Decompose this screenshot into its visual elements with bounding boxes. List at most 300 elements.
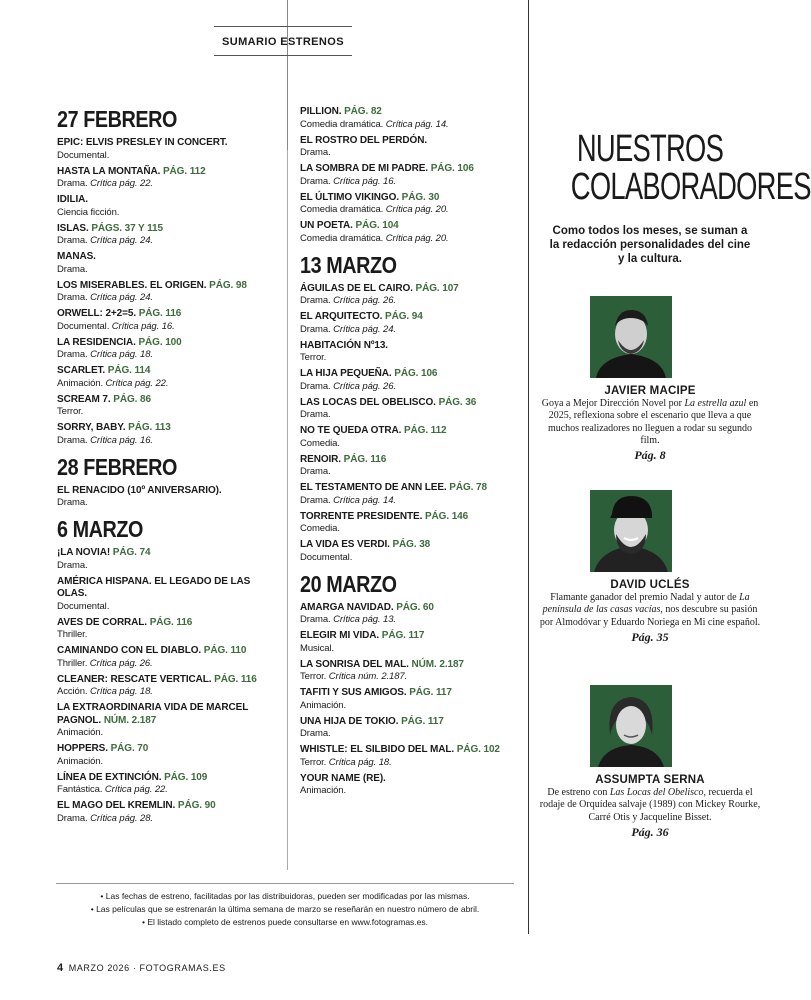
film-entry [300, 687, 522, 712]
release-date-heading: 20 MARZO [300, 570, 397, 597]
film-title-line [57, 702, 282, 727]
film-entry [300, 773, 522, 798]
film-entry [300, 397, 522, 422]
film-title: HABITACIÓN Nº13. [300, 339, 388, 351]
film-title: LOS MISERABLES. EL ORIGEN. [57, 279, 207, 291]
film-genre-line [300, 523, 522, 535]
film-genre-line [300, 757, 522, 769]
film-entry [57, 365, 282, 390]
film-page-ref[interactable]: PÁG. 86 [113, 393, 151, 405]
footnote: • Las películas que se estrenarán la última semana de marzo se reseñarán en nuestro número de abril. [90, 904, 480, 914]
film-page-ref[interactable]: PÁG. 36 [438, 396, 477, 408]
film-title-line [57, 137, 282, 150]
film-review-ref[interactable]: Crítica pág. 16. [333, 175, 396, 187]
column-divider [287, 150, 288, 870]
releases-column-middle [300, 106, 522, 801]
film-title: ¡LA NOVIA! [57, 547, 111, 558]
film-title: HOPPERS. [57, 743, 108, 754]
film-page-ref[interactable]: PÁG. 112 [162, 165, 206, 177]
film-entry [300, 163, 522, 188]
film-title: WHISTLE: EL SILBIDO DEL MAL. [300, 744, 455, 755]
film-page-ref[interactable]: PÁG. 110 [203, 645, 247, 656]
film-page-ref[interactable]: PÁG. 94 [385, 311, 423, 322]
film-title-line [300, 744, 522, 757]
film-entry [300, 482, 522, 507]
footnote: • El listado completo de estrenos puede consultarse en www.fotogramas.es. [142, 917, 428, 927]
film-title-line [57, 772, 282, 785]
collaborator-bio [538, 787, 762, 824]
film-page-ref[interactable]: PÁG. 146 [424, 510, 469, 522]
film-review-ref[interactable]: Crítica pág. 20. [385, 232, 449, 244]
film-genre-line [57, 813, 282, 825]
film-genre-line [57, 497, 282, 509]
film-page-ref[interactable]: PÁG. 102 [456, 744, 500, 755]
film-title-line [57, 743, 282, 756]
film-entry [300, 368, 522, 393]
film-genre-line [57, 235, 282, 247]
film-title-line [57, 251, 282, 264]
film-genre-line [300, 495, 522, 507]
film-genre-line [57, 264, 282, 276]
film-page-ref[interactable]: PÁG. 116 [343, 453, 387, 465]
film-genre-line [300, 381, 522, 393]
film-genre-line [300, 614, 522, 626]
collaborator-bio [538, 592, 762, 629]
film-entry [57, 576, 282, 613]
footnotes [56, 883, 514, 929]
film-title: LA EXTRAORDINARIA VIDA DE MARCEL PAGNOL. [57, 702, 249, 726]
film-genre-line [300, 785, 522, 797]
releases-column-left [57, 105, 282, 829]
film-entry [57, 137, 282, 162]
film-title-line [57, 166, 282, 179]
collaborator-name: JAVIER MACIPE [604, 385, 696, 397]
collaborator-page-ref[interactable]: Pág. 35 [631, 629, 669, 644]
film-title-line [300, 687, 522, 700]
film-entry [300, 135, 522, 160]
film-genre-line [57, 560, 282, 572]
film-genre: Animación. [57, 755, 103, 767]
film-title: LA SONRISA DEL MAL. [300, 658, 409, 670]
film-review-ref[interactable]: Crítica pág. 24. [333, 323, 396, 335]
film-title: CAMINANDO CON EL DIABLO. [57, 645, 202, 656]
film-genre-line [57, 756, 282, 768]
film-review-ref[interactable]: Crítica pág. 14. [385, 118, 449, 130]
portrait-figure-icon [590, 685, 672, 767]
film-entry [57, 280, 282, 305]
film-genre: Thriller. [57, 657, 88, 669]
film-title: SCREAM 7. [57, 393, 111, 405]
film-entry [300, 659, 522, 684]
film-genre-line [57, 686, 282, 698]
film-review-ref[interactable]: Crítica pág. 26. [333, 295, 396, 306]
film-page-ref[interactable]: PÁGS. 37 Y 115 [91, 222, 163, 234]
film-title: LÍNEA DE EXTINCIÓN. [57, 771, 162, 783]
film-page-ref[interactable]: PÁG. 106 [394, 368, 438, 379]
film-entry [57, 308, 282, 333]
film-genre: Drama. [300, 494, 331, 506]
film-title: LAS LOCAS DEL OBELISCO. [300, 396, 436, 408]
portrait-figure-icon [590, 490, 672, 572]
film-review-ref[interactable]: Crítica pág. 22. [104, 784, 168, 795]
film-title: EL ROSTRO DEL PERDÓN. [300, 134, 427, 146]
bio-text: Goya a Mejor Dirección Novel por [541, 398, 685, 409]
film-genre: Animación. [57, 727, 103, 738]
film-title-line [300, 106, 522, 119]
film-genre-line [300, 352, 522, 364]
film-genre: Animación. [300, 699, 346, 711]
film-review-ref[interactable]: Crítica pág. 13. [333, 614, 396, 625]
film-genre-line [300, 728, 522, 740]
film-genre-line [300, 295, 522, 307]
collaborators-intro: Como todos los meses, se suman a la redacción personalidades del cine y la cultura. [549, 225, 751, 265]
film-title: LA SOMBRA DE MI PADRE. [300, 163, 428, 174]
film-genre: Drama. [300, 147, 331, 158]
film-title-line [57, 223, 282, 236]
film-page-ref[interactable]: PÁG. 30 [401, 191, 440, 203]
film-genre-line [57, 292, 282, 304]
film-entry [57, 194, 282, 219]
film-genre-line [57, 658, 282, 670]
film-entry [300, 539, 522, 564]
film-genre-line [57, 178, 282, 190]
film-genre: Comedia dramática. [300, 232, 384, 244]
film-review-ref[interactable]: Crítica pág. 22. [105, 377, 169, 389]
film-entry [57, 617, 282, 642]
film-genre-line [300, 700, 522, 712]
release-date-heading: 28 FEBRERO [57, 453, 177, 480]
film-genre-line [57, 378, 282, 390]
film-genre: Drama. [300, 380, 331, 392]
film-entry [300, 630, 522, 655]
film-entry [300, 220, 522, 245]
film-genre: Musical. [300, 642, 335, 654]
folio-text: MARZO 2026 · FOTOGRAMAS.ES [68, 963, 226, 973]
film-page-ref[interactable]: PÁG. 117 [401, 715, 444, 727]
film-entry [300, 340, 522, 365]
collaborator-card [538, 773, 762, 840]
film-title-line [57, 394, 282, 407]
film-entry [57, 223, 282, 248]
collaborators-title [570, 128, 811, 208]
film-genre: Documental. [57, 149, 110, 161]
film-genre-line [300, 552, 522, 564]
film-title: UNA HIJA DE TOKIO. [300, 715, 399, 727]
bio-title: La estrella azul [684, 398, 747, 409]
film-entry [57, 422, 282, 447]
film-title: ÁGUILAS DE EL CAIRO. [300, 282, 413, 294]
film-title-line [300, 659, 522, 672]
film-title: NO TE QUEDA OTRA. [300, 425, 402, 436]
film-review-ref[interactable]: Crítica pág. 24. [90, 235, 153, 246]
bio-text: De estreno con [547, 787, 610, 798]
film-review-ref[interactable]: Crítica pág. 26. [89, 657, 153, 669]
film-review-ref[interactable]: Crítica pág. 26. [333, 380, 396, 392]
film-entry [57, 772, 282, 797]
film-title: IDILIA. [57, 194, 88, 205]
film-title-line [300, 511, 522, 524]
film-entry [300, 716, 522, 741]
collaborator-name: ASSUMPTA SERNA [595, 774, 705, 786]
film-title-line [57, 308, 282, 321]
collaborators-title-line: NUESTROS [576, 128, 724, 170]
section-header [214, 26, 352, 56]
release-date-heading: 13 MARZO [300, 251, 397, 278]
film-genre: Animación. [300, 785, 346, 796]
bio-text: nos descubre su pasión por Almodóvar y Eduardo Noriega en Mi cine español. [539, 604, 761, 628]
bio-title: La península de las casas vacías, [542, 592, 750, 616]
film-title-line [300, 368, 522, 381]
film-genre: Fantástica. [57, 784, 103, 795]
film-genre: Drama. [57, 812, 88, 824]
column-divider-top [287, 0, 288, 150]
film-title: SCARLET. [57, 365, 106, 376]
film-genre-line [57, 784, 282, 796]
film-entry [300, 511, 522, 536]
film-title: EL ARQUITECTO. [300, 311, 383, 322]
film-review-ref[interactable]: Crítica pág. 20. [385, 204, 449, 215]
collaborator-card [538, 384, 762, 463]
film-title: ELEGIR MI VIDA. [300, 630, 380, 641]
film-genre: Drama. [300, 175, 331, 187]
film-title-line [300, 220, 522, 233]
film-genre-line [300, 409, 522, 421]
film-genre: Comedia. [300, 437, 340, 449]
film-genre: Drama. [300, 295, 331, 306]
film-title-line [300, 397, 522, 410]
film-entry [57, 337, 282, 362]
film-review-ref[interactable]: Crítica pág. 14. [333, 494, 396, 506]
film-genre-line [57, 406, 282, 418]
film-review-ref[interactable]: Crítica pág. 16. [111, 320, 175, 332]
film-title: MANAS. [57, 251, 96, 262]
film-genre-line [300, 147, 522, 159]
film-genre-line [57, 207, 282, 219]
film-title: SORRY, BABY. [57, 422, 126, 433]
film-genre: Terror. [300, 352, 327, 363]
film-genre-line [57, 349, 282, 361]
film-genre-line [57, 629, 282, 641]
portrait-assumpta-serna [590, 685, 672, 767]
film-genre: Drama. [300, 466, 331, 477]
film-entry [57, 485, 282, 510]
film-genre: Drama. [57, 292, 88, 303]
film-genre-line [57, 321, 282, 333]
bio-text: recuerda el rodaje de Orquídea salvaje (1989) con Mickey Rourke, Carré Otis y Jacqueline Bisset. [539, 787, 761, 823]
film-genre: Documental. [57, 600, 110, 612]
film-entry [300, 106, 522, 131]
film-genre: Drama. [300, 323, 331, 335]
film-entry [57, 702, 282, 739]
film-genre-line [57, 150, 282, 162]
film-entry [300, 192, 522, 217]
film-page-ref[interactable]: PÁG. 70 [110, 743, 149, 754]
film-genre: Drama. [57, 235, 88, 246]
page-number: 4 [57, 962, 64, 974]
film-title: RENOIR. [300, 453, 341, 465]
film-title-line [300, 340, 522, 353]
bio-text: Flamante ganador del premio Nadal y autor de [550, 592, 740, 603]
film-title-line [300, 539, 522, 552]
footnote: • Las fechas de estreno, facilitadas por las distribuidoras, pueden ser modificadas por las mismas. [100, 891, 470, 901]
film-title-line [57, 645, 282, 658]
film-page-ref[interactable]: PÁG. 117 [409, 687, 452, 698]
collaborator-bio [538, 398, 762, 447]
film-page-ref[interactable]: PÁG. 100 [138, 336, 182, 348]
film-title-line [300, 163, 522, 176]
film-title-line [57, 800, 282, 813]
film-title: LA VIDA ES VERDI. [300, 539, 390, 550]
film-page-ref[interactable]: PÁG. 106 [430, 163, 474, 174]
film-genre: Comedia dramática. [300, 118, 384, 130]
film-page-ref[interactable]: PÁG. 38 [392, 539, 431, 550]
film-review-ref[interactable]: Crítica pág. 22. [90, 178, 153, 189]
film-genre: Drama. [300, 409, 331, 420]
film-genre: Ciencia ficción. [57, 206, 120, 218]
film-title-line [300, 425, 522, 438]
film-title-line [57, 485, 282, 498]
film-review-ref[interactable]: Crítica pág. 18. [328, 756, 392, 768]
film-review-ref[interactable]: Crítica pág. 24. [90, 292, 153, 303]
film-title: EPIC: ELVIS PRESLEY IN CONCERT. [57, 137, 228, 148]
film-title: LA RESIDENCIA. [57, 336, 136, 348]
film-genre: Thriller. [57, 629, 88, 640]
film-page-ref[interactable]: PÁG. 98 [209, 279, 247, 291]
film-entry [300, 311, 522, 336]
film-review-ref[interactable]: Crítica pág. 18. [90, 349, 153, 360]
film-page-ref[interactable]: PÁG. 78 [449, 482, 487, 493]
film-genre-line [300, 466, 522, 478]
film-entry [57, 743, 282, 768]
film-title: EL MAGO DEL KREMLIN. [57, 800, 176, 811]
film-title: AMARGA NAVIDAD. [300, 601, 394, 613]
film-title: PILLION. [300, 106, 342, 117]
film-title-line [300, 773, 522, 786]
film-title: LA HIJA PEQUEÑA. [300, 368, 392, 379]
film-title-line [300, 454, 522, 467]
collaborators-title-line: COLABORADORES [570, 166, 811, 208]
film-title: ORWELL: 2+2=5. [57, 308, 136, 319]
film-page-ref[interactable]: PÁG. 116 [138, 308, 182, 319]
release-date-heading: 6 MARZO [57, 516, 143, 542]
film-title: UN POETA. [300, 220, 353, 231]
film-page-ref[interactable]: PÁG. 116 [214, 673, 257, 685]
film-genre: Terror. [300, 671, 327, 682]
film-genre-line [300, 119, 522, 131]
page-folio [57, 962, 226, 974]
collaborator-card [538, 578, 762, 645]
collaborator-page-ref[interactable]: Pág. 36 [631, 824, 669, 839]
film-title: AMÉRICA HISPANA. EL LEGADO DE LAS OLAS. [57, 575, 251, 599]
release-date-heading: 27 FEBRERO [57, 106, 177, 132]
film-title-line [300, 135, 522, 148]
film-genre: Comedia. [300, 523, 340, 534]
film-entry [300, 283, 522, 308]
film-genre: Animación. [57, 377, 103, 389]
portrait-figure-icon [590, 296, 672, 378]
film-genre: Comedia dramática. [300, 204, 384, 215]
film-review-ref[interactable]: Crítica pág. 28. [90, 812, 153, 824]
film-title: TORRENTE PRESIDENTE. [300, 510, 423, 522]
collaborator-name: DAVID UCLÉS [610, 579, 690, 591]
film-entry [57, 800, 282, 825]
film-title: HASTA LA MONTAÑA. [57, 165, 161, 177]
film-title-line [57, 547, 282, 560]
film-review-ref[interactable]: Crítica pág. 18. [90, 686, 153, 697]
film-entry [57, 251, 282, 276]
film-genre: Drama. [57, 497, 88, 508]
film-genre-line [300, 233, 522, 245]
film-genre: Acción. [57, 686, 88, 697]
film-entry [57, 674, 282, 699]
film-title: ISLAS. [57, 222, 89, 234]
film-page-ref[interactable]: NÚM. 2.187 [411, 658, 464, 670]
film-page-ref[interactable]: PÁG. 109 [164, 771, 208, 783]
film-genre: Drama. [300, 728, 331, 739]
film-genre: Drama. [57, 263, 88, 275]
film-entry [300, 744, 522, 769]
section-header-label: SUMARIO ESTRENOS [222, 36, 344, 48]
film-title-line [57, 194, 282, 207]
film-title: YOUR NAME (RE). [300, 772, 386, 784]
film-genre-line [57, 727, 282, 739]
film-page-ref[interactable]: PÁG. 116 [149, 616, 193, 628]
film-entry [57, 645, 282, 670]
film-genre: Drama. [57, 559, 88, 571]
film-title-line [57, 365, 282, 378]
film-genre-line [300, 671, 522, 683]
film-entry [300, 454, 522, 479]
film-page-ref[interactable]: PÁG. 112 [403, 425, 447, 436]
film-title-line [300, 716, 522, 729]
film-title-line [57, 617, 282, 630]
film-genre: Terror. [57, 406, 84, 417]
film-genre-line [300, 204, 522, 216]
film-title-line [300, 602, 522, 615]
film-entry [57, 394, 282, 419]
film-title: TAFITI Y SUS AMIGOS. [300, 687, 407, 698]
film-page-ref[interactable]: PÁG. 114 [107, 365, 151, 376]
film-title-line [57, 422, 282, 435]
film-title: EL TESTAMENTO DE ANN LEE. [300, 482, 447, 493]
film-page-ref[interactable]: PÁG. 107 [415, 282, 459, 294]
film-review-ref[interactable]: Crítica núm. 2.187. [328, 671, 408, 682]
film-genre: Drama. [300, 614, 331, 625]
film-page-ref[interactable]: PÁG. 117 [381, 630, 425, 641]
film-entry [300, 425, 522, 450]
film-title: CLEANER: RESCATE VERTICAL. [57, 673, 212, 685]
film-title: EL ÚLTIMO VIKINGO. [300, 191, 399, 203]
film-genre: Terror. [300, 756, 327, 768]
film-page-ref[interactable]: PÁG. 82 [344, 106, 382, 117]
film-entry [57, 166, 282, 191]
film-genre-line [57, 601, 282, 613]
film-title: EL RENACIDO (10º ANIVERSARIO). [57, 484, 222, 496]
film-page-ref[interactable]: PÁG. 90 [177, 800, 216, 811]
portrait-david-ucles [590, 490, 672, 572]
film-page-ref[interactable]: PÁG. 60 [396, 601, 434, 613]
film-review-ref[interactable]: Crítica pág. 16. [90, 434, 153, 446]
film-genre: Documental. [300, 551, 353, 563]
film-genre: Drama. [57, 178, 88, 189]
film-title-line [57, 280, 282, 293]
film-page-ref[interactable]: PÁG. 104 [355, 220, 399, 231]
film-page-ref[interactable]: PÁG. 113 [128, 422, 171, 433]
collaborator-page-ref[interactable]: Pág. 8 [634, 448, 666, 463]
film-genre-line [300, 324, 522, 336]
film-page-ref[interactable]: NÚM. 2.187 [103, 714, 157, 726]
film-page-ref[interactable]: PÁG. 74 [112, 547, 151, 558]
